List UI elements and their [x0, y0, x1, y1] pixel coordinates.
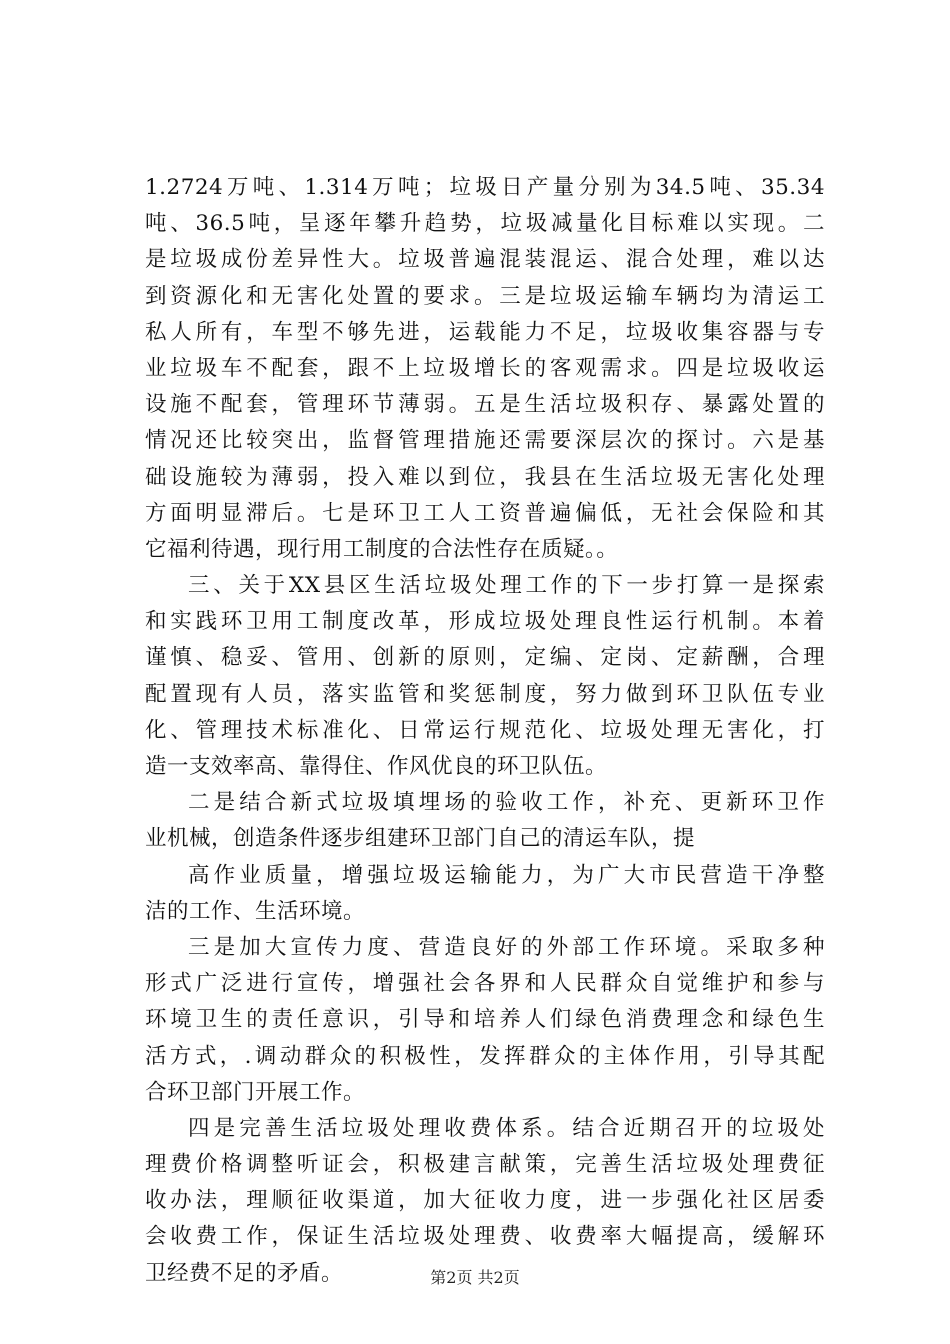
page-footer: 第2页 共2页: [430, 1268, 520, 1287]
text-line: 三是加大宣传力度、营造良好的外部工作环境。采取多种: [188, 934, 825, 960]
text-line: 高作业质量，增强垃圾运输能力，为广大市民营造干净整: [188, 862, 825, 888]
text-line: 环境卫生的责任意识，引导和培养人们绿色消费理念和绿色生: [145, 1007, 825, 1033]
text-line: 配置现有人员，落实监管和奖惩制度，努力做到环卫队伍专业: [145, 681, 825, 707]
text-line: 设施不配套，管理环节薄弱。五是生活垃圾积存、暴露处置的: [145, 392, 825, 418]
text-line: 会收费工作，保证生活垃圾处理费、收费率大幅提高，缓解环: [145, 1224, 825, 1250]
text-line: 形式广泛进行宣传，增强社会各界和人民群众自觉维护和参与: [145, 971, 825, 997]
text-line: 收办法，理顺征收渠道，加大征收力度，进一步强化社区居委: [145, 1188, 825, 1214]
text-line: 卫经费不足的矛盾。: [145, 1260, 344, 1286]
text-line: 它福利待遇，现行用工制度的合法性存在质疑。。: [145, 536, 619, 562]
text-line: 造一支效率高、靠得住、作风优良的环卫队伍。: [145, 754, 608, 779]
text-line: 活方式，.调动群众的积极性，发挥群众的主体作用，引导其配: [145, 1043, 825, 1069]
text-line: 业机械，创造条件逐步组建环卫部门自己的清运车队，提: [145, 826, 696, 852]
text-line: 化、管理技术标准化、日常运行规范化、垃圾处理无害化，打: [145, 717, 825, 743]
text-line: 础设施较为薄弱，投入难以到位，我县在生活垃圾无害化处理: [145, 464, 825, 490]
text-line: 谨慎、稳妥、管用、创新的原则，定编、定岗、定薪酬，合理: [145, 645, 825, 671]
text-line: 吨、36.5吨，呈逐年攀升趋势，垃圾减量化目标难以实现。二: [145, 211, 825, 237]
text-line: 三、关于XX县区生活垃圾处理工作的下一步打算一是探索: [188, 573, 825, 599]
text-line: 四是完善生活垃圾处理收费体系。结合近期召开的垃圾处: [188, 1115, 825, 1141]
text-line: 1.2724万吨、1.314万吨；垃圾日产量分别为34.5吨、35.34: [145, 175, 825, 200]
text-line: 业垃圾车不配套，跟不上垃圾增长的客观需求。四是垃圾收运: [145, 355, 825, 381]
text-line: 到资源化和无害化处置的要求。三是垃圾运输车辆均为清运工: [145, 283, 825, 309]
text-line: 合环卫部门开展工作。: [145, 1079, 366, 1105]
text-line: 洁的工作、生活环境。: [145, 898, 366, 924]
text-line: 理费价格调整听证会，积极建言献策，完善生活垃圾处理费征: [145, 1152, 825, 1178]
text-line: 和实践环卫用工制度改革，形成垃圾处理良性运行机制。本着: [145, 609, 825, 635]
text-line: 二是结合新式垃圾填埋场的验收工作，补充、更新环卫作: [188, 790, 825, 816]
document-body: [145, 170, 825, 1292]
text-line: 情况还比较突出，监督管理措施还需要深层次的探讨。六是基: [145, 428, 825, 454]
text-line: 是垃圾成份差异性大。垃圾普遍混装混运、混合处理，难以达: [145, 247, 825, 273]
text-line: 方面明显滞后。七是环卫工人工资普遍偏低，无社会保险和其: [145, 500, 825, 526]
text-line: 私人所有，车型不够先进，运载能力不足，垃圾收集容器与专: [145, 319, 825, 345]
